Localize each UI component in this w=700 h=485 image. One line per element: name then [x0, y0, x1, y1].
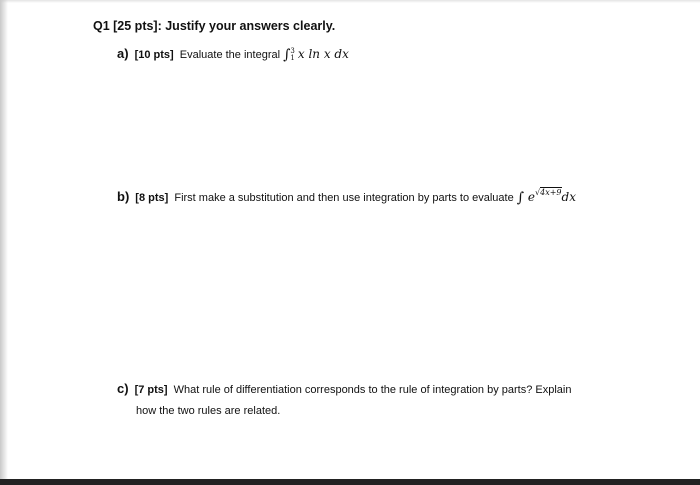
question-b-letter: b): [117, 189, 130, 204]
question-a: [117, 46, 349, 62]
exponent: [535, 187, 562, 197]
page-bottom-bar: [0, 479, 700, 485]
question-a-integral: [283, 47, 349, 61]
question-b-text: First make a substitution and then use integration by parts to evaluate: [174, 192, 514, 204]
question-c-text: What rule of differentiation corresponds to the rule of integration by parts? Explain: [173, 384, 572, 396]
question-b: [117, 188, 576, 205]
integral-limits: [290, 48, 294, 62]
question-a-letter: a): [117, 46, 129, 61]
upper-limit: 3: [290, 46, 295, 55]
page-top-shadow: [0, 0, 700, 3]
question-c-points: [7 pts]: [134, 384, 168, 396]
integrand: x ln x dx: [297, 47, 349, 61]
lower-limit: 1: [290, 53, 295, 62]
question-c-letter: c): [117, 381, 129, 396]
differential: dx: [561, 190, 576, 204]
question-c: [117, 381, 571, 396]
question-a-points: [10 pts]: [134, 49, 174, 61]
radicand: 4x+9: [540, 188, 562, 197]
question-b-points: [8 pts]: [135, 192, 169, 204]
question-a-text: Evaluate the integral: [179, 49, 281, 61]
question-b-integral: [517, 190, 576, 204]
question-c-continuation: how the two rules are related.: [136, 405, 281, 417]
page-edge-shadow: [0, 0, 8, 485]
integral-sign: ∫: [516, 190, 525, 206]
integral-sign: ∫: [283, 47, 291, 63]
radical-sign: √: [535, 188, 541, 197]
exponential-base: e: [527, 190, 536, 204]
question-heading: Q1 [25 pts]: Justify your answers clearly.: [93, 19, 336, 33]
